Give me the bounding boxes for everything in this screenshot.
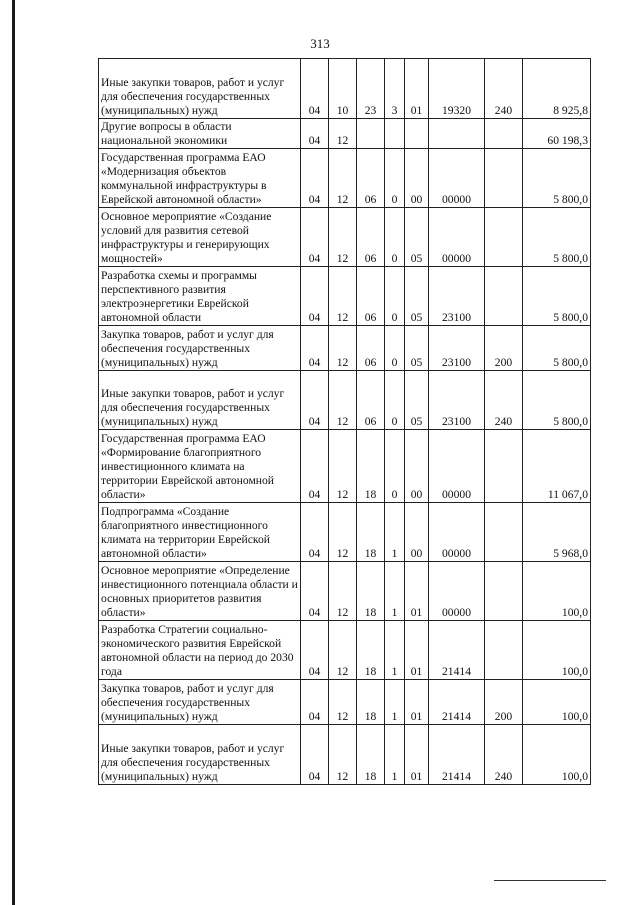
amount: 100,0 [523,562,591,621]
subprogram-code: 1 [385,562,405,621]
row-name: Другие вопросы в области национальной экономики [99,119,301,149]
subsection-code: 10 [329,59,357,119]
section-code: 04 [301,725,329,785]
table-row [99,430,591,503]
subprogram-code: 1 [385,503,405,562]
row-name: Закупка товаров, работ и услуг для обеспечения государственных (муниципальных) нужд [99,326,301,371]
subsection-code: 12 [329,562,357,621]
program-code [357,119,385,149]
program-code: 06 [357,267,385,326]
expense-type-code: 240 [485,725,523,785]
row-name: Иные закупки товаров, работ и услуг для обеспечения государственных (муниципальных) нужд [99,59,301,119]
expense-type-code: 240 [485,59,523,119]
expense-type-code: 200 [485,326,523,371]
measure-code: 05 [405,267,429,326]
amount: 5 800,0 [523,149,591,208]
row-name: Разработка Стратегии социально-экономического развития Еврейской автономной области на период до 2030 года [99,621,301,680]
measure-code [405,119,429,149]
subsection-code: 12 [329,503,357,562]
amount: 11 067,0 [523,430,591,503]
expense-type-code [485,562,523,621]
footnote-rule [494,880,606,881]
program-code: 18 [357,430,385,503]
subprogram-code: 1 [385,725,405,785]
program-code: 23 [357,59,385,119]
section-code: 04 [301,149,329,208]
program-code: 06 [357,149,385,208]
left-margin-rule [12,0,15,905]
subprogram-code: 0 [385,149,405,208]
subsection-code: 12 [329,621,357,680]
section-code: 04 [301,621,329,680]
amount: 100,0 [523,725,591,785]
subprogram-code: 1 [385,621,405,680]
measure-code: 01 [405,680,429,725]
expense-type-code [485,149,523,208]
direction-code: 23100 [429,326,485,371]
measure-code: 05 [405,208,429,267]
subsection-code: 12 [329,326,357,371]
section-code: 04 [301,680,329,725]
direction-code: 00000 [429,208,485,267]
table-row [99,267,591,326]
amount: 5 800,0 [523,267,591,326]
measure-code: 01 [405,59,429,119]
row-name: Основное мероприятие «Создание условий для развития сетевой инфраструктуры и генерирующих мощностей» [99,208,301,267]
measure-code: 05 [405,326,429,371]
direction-code: 21414 [429,725,485,785]
row-name: Иные закупки товаров, работ и услуг для обеспечения государственных (муниципальных) нужд [99,725,301,785]
measure-code: 01 [405,621,429,680]
section-code: 04 [301,59,329,119]
direction-code: 00000 [429,430,485,503]
row-name: Закупка товаров, работ и услуг для обеспечения государственных (муниципальных) нужд [99,680,301,725]
expense-type-code: 200 [485,680,523,725]
measure-code: 00 [405,430,429,503]
subprogram-code: 0 [385,430,405,503]
subprogram-code: 1 [385,680,405,725]
subprogram-code: 0 [385,326,405,371]
table-row [99,59,591,119]
section-code: 04 [301,267,329,326]
table-row [99,208,591,267]
amount: 8 925,8 [523,59,591,119]
row-name: Государственная программа ЕАО «Модернизация объектов коммунальной инфраструктуры в Еврейской автономной области» [99,149,301,208]
expense-type-code: 240 [485,371,523,430]
program-code: 06 [357,371,385,430]
direction-code: 21414 [429,680,485,725]
row-name: Государственная программа ЕАО «Формирование благоприятного инвестиционного климата на территории Еврейской автономной области» [99,430,301,503]
subprogram-code: 3 [385,59,405,119]
table-row [99,326,591,371]
measure-code: 05 [405,371,429,430]
table-row [99,725,591,785]
expense-type-code [485,119,523,149]
expense-type-code [485,267,523,326]
program-code: 18 [357,725,385,785]
subsection-code: 12 [329,267,357,326]
row-name: Разработка схемы и программы перспективного развития электроэнергетики Еврейской автономной области [99,267,301,326]
table-row [99,680,591,725]
section-code: 04 [301,326,329,371]
direction-code [429,119,485,149]
subsection-code: 12 [329,680,357,725]
subprogram-code [385,119,405,149]
expense-type-code [485,621,523,680]
row-name: Основное мероприятие «Определение инвестиционного потенциала области и основных приоритетов развития области» [99,562,301,621]
subprogram-code: 0 [385,371,405,430]
amount: 5 968,0 [523,503,591,562]
direction-code: 23100 [429,267,485,326]
amount: 5 800,0 [523,208,591,267]
measure-code: 00 [405,149,429,208]
section-code: 04 [301,371,329,430]
program-code: 06 [357,208,385,267]
program-code: 18 [357,680,385,725]
subprogram-code: 0 [385,208,405,267]
measure-code: 00 [405,503,429,562]
table-row [99,562,591,621]
section-code: 04 [301,503,329,562]
table-row [99,621,591,680]
program-code: 18 [357,621,385,680]
table-row [99,371,591,430]
direction-code: 00000 [429,503,485,562]
subsection-code: 12 [329,371,357,430]
measure-code: 01 [405,725,429,785]
amount: 60 198,3 [523,119,591,149]
amount: 5 800,0 [523,371,591,430]
section-code: 04 [301,208,329,267]
program-code: 06 [357,326,385,371]
row-name: Иные закупки товаров, работ и услуг для обеспечения государственных (муниципальных) нужд [99,371,301,430]
amount: 5 800,0 [523,326,591,371]
program-code: 18 [357,562,385,621]
subsection-code: 12 [329,119,357,149]
row-name: Подпрограмма «Создание благоприятного инвестиционного климата на территории Еврейской автономной области» [99,503,301,562]
section-code: 04 [301,562,329,621]
expense-type-code [485,430,523,503]
subsection-code: 12 [329,430,357,503]
direction-code: 00000 [429,149,485,208]
expense-type-code [485,503,523,562]
amount: 100,0 [523,680,591,725]
amount: 100,0 [523,621,591,680]
direction-code: 19320 [429,59,485,119]
expense-type-code [485,208,523,267]
table-row [99,503,591,562]
subsection-code: 12 [329,208,357,267]
direction-code: 21414 [429,621,485,680]
section-code: 04 [301,430,329,503]
subprogram-code: 0 [385,267,405,326]
direction-code: 00000 [429,562,485,621]
direction-code: 23100 [429,371,485,430]
table-row [99,119,591,149]
subsection-code: 12 [329,149,357,208]
program-code: 18 [357,503,385,562]
section-code: 04 [301,119,329,149]
subsection-code: 12 [329,725,357,785]
table-row [99,149,591,208]
budget-table [98,58,591,785]
page-number: 313 [310,36,330,51]
measure-code: 01 [405,562,429,621]
